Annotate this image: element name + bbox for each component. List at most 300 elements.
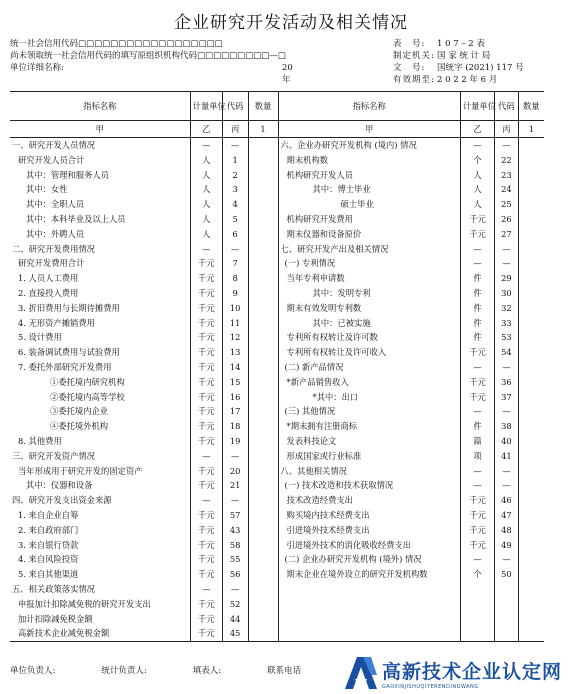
left-item-name: 5. 来自其他渠道 (18, 569, 79, 580)
right-item-name: 引进境外技术的消化吸收经费支出 (278, 538, 460, 553)
col-index-code: 丙 (222, 121, 248, 138)
table-row (10, 523, 544, 538)
left-item-qty[interactable] (248, 493, 278, 508)
right-item-qty[interactable] (518, 523, 544, 538)
left-item-qty[interactable] (248, 464, 278, 479)
col-index-name: 甲 (10, 121, 190, 138)
table-row (10, 508, 544, 523)
left-item-code: 8 (222, 271, 248, 286)
header-qty: 数量 (518, 92, 544, 121)
right-item-qty[interactable] (518, 138, 544, 153)
right-item-code: — (495, 138, 519, 153)
left-item-name: 四、研究开发支出资金来源 (12, 495, 112, 506)
right-item-name: 其中：博士毕业 (278, 182, 460, 197)
left-item-qty[interactable] (248, 523, 278, 538)
left-item-qty[interactable] (248, 301, 278, 316)
left-item-unit: 千元 (190, 597, 222, 612)
report-year: 20 年 (282, 63, 310, 85)
right-item-qty[interactable] (518, 612, 544, 627)
left-item-unit: 千元 (190, 375, 222, 390)
right-item-name: 技术改造经费支出 (278, 493, 460, 508)
left-item-name: ①委托境内研究机构 (50, 376, 125, 387)
left-item-qty[interactable] (248, 552, 278, 567)
left-item-code: 15 (222, 375, 248, 390)
left-item-name: 3. 折旧费用与长期待摊费用 (18, 302, 120, 313)
right-item-unit: 人 (460, 168, 494, 183)
left-item-name: 加计扣除减免税金额 (18, 613, 93, 624)
meta-left (10, 38, 310, 85)
left-item-unit: 千元 (190, 464, 222, 479)
table-row (10, 345, 544, 360)
right-item-code: 41 (495, 449, 519, 464)
left-item-unit: 人 (190, 197, 222, 212)
table-row (10, 316, 544, 331)
left-item-code: — (222, 242, 248, 257)
left-item-name: 其中：仪器和设备 (26, 480, 93, 491)
column-index-row (10, 121, 544, 138)
right-item-name: (二) 企业办研究开发机构 (境外) 情况 (278, 552, 460, 567)
right-item-unit: 项 (460, 449, 494, 464)
left-item-qty[interactable] (248, 449, 278, 464)
right-item-qty[interactable] (518, 567, 544, 582)
table-row (10, 567, 544, 582)
left-item-unit: 千元 (190, 538, 222, 553)
table-row (10, 197, 544, 212)
right-item-qty[interactable] (518, 538, 544, 553)
left-item-qty[interactable] (248, 478, 278, 493)
left-item-code: — (222, 493, 248, 508)
left-item-qty[interactable] (248, 168, 278, 183)
left-item-code: 56 (222, 567, 248, 582)
left-item-code: 45 (222, 626, 248, 641)
left-item-unit: — (190, 449, 222, 464)
left-item-name: 8. 其他费用 (18, 435, 62, 446)
left-item-unit: 千元 (190, 404, 222, 419)
right-item-qty[interactable] (518, 478, 544, 493)
table-row (10, 301, 544, 316)
left-item-code: 57 (222, 508, 248, 523)
left-item-qty[interactable] (248, 197, 278, 212)
right-item-code: — (495, 464, 519, 479)
right-item-qty[interactable] (518, 153, 544, 168)
table-row (10, 360, 544, 375)
left-item-code: — (222, 138, 248, 153)
right-item-qty[interactable] (518, 345, 544, 360)
right-item-name (278, 597, 460, 612)
right-item-qty[interactable] (518, 404, 544, 419)
header-unit: 计量单位 (460, 92, 494, 121)
right-item-qty[interactable] (518, 168, 544, 183)
right-item-name: 其中：已被实施 (278, 316, 460, 331)
watermark-sub: GAOXINJISHUQIYERENDINGWANG (382, 683, 479, 690)
table-row (10, 271, 544, 286)
left-item-code: 1 (222, 153, 248, 168)
right-item-unit: 件 (460, 271, 494, 286)
header-code: 代码 (222, 92, 248, 121)
right-item-unit: 件 (460, 286, 494, 301)
left-item-qty[interactable] (248, 330, 278, 345)
right-item-qty[interactable] (518, 582, 544, 597)
right-item-qty[interactable] (518, 242, 544, 257)
left-item-code: 12 (222, 330, 248, 345)
right-item-code: — (495, 256, 519, 271)
logo-icon (340, 654, 380, 692)
right-item-name: 硕士毕业 (278, 197, 460, 212)
left-item-unit: 人 (190, 182, 222, 197)
left-item-code: 19 (222, 434, 248, 449)
right-item-code: — (495, 478, 519, 493)
right-item-name: 发表科技论文 (278, 434, 460, 449)
header-name: 指标名称 (10, 92, 190, 121)
left-item-code: 52 (222, 597, 248, 612)
right-item-unit: 人 (460, 197, 494, 212)
right-item-unit: 件 (460, 330, 494, 345)
col-index-name: 甲 (278, 121, 460, 138)
left-item-name: ④委托境外机构 (50, 421, 109, 432)
table-row (10, 242, 544, 257)
left-item-name: ③委托境内企业 (50, 406, 109, 417)
left-item-unit: 千元 (190, 478, 222, 493)
col-index-qty: 1 (518, 121, 544, 138)
left-item-code: 21 (222, 478, 248, 493)
right-item-name: *期末拥有注册商标 (278, 419, 460, 434)
right-item-name: 当年专利申请数 (278, 271, 460, 286)
left-item-unit: 千元 (190, 567, 222, 582)
left-item-qty[interactable] (248, 286, 278, 301)
table-row (10, 552, 544, 567)
left-item-name: 三、研究开发资产情况 (12, 450, 95, 461)
table-row (10, 227, 544, 242)
right-item-code: 53 (495, 330, 519, 345)
left-item-unit: 千元 (190, 523, 222, 538)
left-item-unit: — (190, 242, 222, 257)
right-item-code: 22 (495, 153, 519, 168)
left-item-name: 5. 设计费用 (18, 332, 62, 343)
filler-label: 填表人: (192, 666, 222, 676)
left-item-qty[interactable] (248, 404, 278, 419)
right-item-name: (三) 其他情况 (278, 404, 460, 419)
right-item-unit (460, 626, 494, 641)
left-item-name: 其中：女性 (26, 184, 68, 195)
left-item-code: 44 (222, 612, 248, 627)
left-item-unit: — (190, 582, 222, 597)
right-item-code: 29 (495, 271, 519, 286)
right-item-unit: 千元 (460, 493, 494, 508)
left-item-unit: 千元 (190, 256, 222, 271)
meta-value: 国 家 统 计 局 (437, 51, 491, 61)
right-item-code: 40 (495, 434, 519, 449)
right-item-qty[interactable] (518, 449, 544, 464)
right-item-qty[interactable] (518, 375, 544, 390)
left-item-code: 6 (222, 227, 248, 242)
right-item-name: 期末仪器和设备原价 (278, 227, 460, 242)
left-item-code: — (222, 449, 248, 464)
right-item-qty[interactable] (518, 626, 544, 641)
left-item-code: 17 (222, 404, 248, 419)
left-item-qty[interactable] (248, 582, 278, 597)
right-item-unit: 个 (460, 567, 494, 582)
right-item-qty[interactable] (518, 419, 544, 434)
right-item-unit: — (460, 138, 494, 153)
left-item-unit: 千元 (190, 360, 222, 375)
left-item-code: 3 (222, 182, 248, 197)
right-item-name: (二) 新产品情况 (278, 360, 460, 375)
right-item-code: — (495, 552, 519, 567)
left-item-name: 4. 无形资产摊销费用 (18, 317, 95, 328)
org-code-line: 尚未领取统一社会信用代码的填写原组织机构代码□□□□□□□□□—□ (10, 51, 286, 61)
right-item-qty[interactable] (518, 464, 544, 479)
right-item-name: 引进境外技术经费支出 (278, 523, 460, 538)
left-item-qty[interactable] (248, 434, 278, 449)
right-item-code (495, 582, 519, 597)
left-item-qty[interactable] (248, 508, 278, 523)
right-item-unit: — (460, 404, 494, 419)
left-item-qty[interactable] (248, 345, 278, 360)
site-watermark (340, 654, 562, 692)
indicator-table (10, 91, 544, 642)
right-item-name (278, 582, 460, 597)
left-item-name: 其中：外聘人员 (26, 228, 85, 239)
table-row (10, 612, 544, 627)
right-item-qty[interactable] (518, 212, 544, 227)
left-item-qty[interactable] (248, 626, 278, 641)
right-item-qty[interactable] (518, 286, 544, 301)
left-item-qty[interactable] (248, 182, 278, 197)
right-item-code: 23 (495, 168, 519, 183)
right-item-code: — (495, 404, 519, 419)
right-item-code: 25 (495, 197, 519, 212)
right-item-name: 八、其他相关情况 (278, 464, 460, 479)
right-item-unit (460, 597, 494, 612)
right-item-name: 期末机构数 (278, 153, 460, 168)
right-item-unit: — (460, 552, 494, 567)
left-item-name: 其中：本科毕业及以上人员 (26, 213, 126, 224)
right-item-name: 形成国家或行业标准 (278, 449, 460, 464)
left-item-name: 申报加计扣除减免税的研究开发支出 (18, 598, 151, 609)
left-item-qty[interactable] (248, 153, 278, 168)
right-item-code: 32 (495, 301, 519, 316)
right-item-name: *新产品销售收入 (278, 375, 460, 390)
left-item-name: 1. 人员人工费用 (18, 273, 79, 284)
left-item-code: 5 (222, 212, 248, 227)
right-item-qty[interactable] (518, 182, 544, 197)
left-item-unit: 千元 (190, 508, 222, 523)
table-row (10, 419, 544, 434)
meta-value: 1 0 7 – 2 表 (437, 39, 485, 49)
unit-head-label: 单位负责人: (10, 666, 56, 676)
left-item-code: 16 (222, 390, 248, 405)
left-item-name: 2. 来自政府部门 (18, 524, 79, 535)
right-item-code: 49 (495, 538, 519, 553)
table-row (10, 375, 544, 390)
right-item-name: 期末企业在境外设立的研究开发机构数 (278, 567, 460, 582)
right-item-code (495, 597, 519, 612)
right-item-qty[interactable] (518, 271, 544, 286)
right-item-unit: — (460, 464, 494, 479)
right-item-code: 37 (495, 390, 519, 405)
table-row (10, 390, 544, 405)
left-item-code: 7 (222, 256, 248, 271)
table-row (10, 182, 544, 197)
right-item-name: 专利所有权转让及许可收入 (278, 345, 460, 360)
left-item-qty[interactable] (248, 256, 278, 271)
left-item-qty[interactable] (248, 271, 278, 286)
col-index-unit: 乙 (460, 121, 494, 138)
right-item-unit: — (460, 360, 494, 375)
left-item-name: 五、相关政策落实情况 (12, 583, 95, 594)
right-item-name: 六、企业办研究开发机构 (境内) 情况 (278, 138, 460, 153)
table-row (10, 168, 544, 183)
right-item-qty[interactable] (518, 390, 544, 405)
left-item-code: 11 (222, 316, 248, 331)
left-item-name: ②委托境内高等学校 (50, 391, 125, 402)
left-item-unit: 人 (190, 153, 222, 168)
left-item-name: 一、研究开发人员情况 (12, 140, 95, 150)
right-item-unit: 件 (460, 316, 494, 331)
right-item-qty[interactable] (518, 227, 544, 242)
col-index-qty: 1 (248, 121, 278, 138)
left-item-name: 研究开发费用合计 (18, 258, 85, 269)
left-item-qty[interactable] (248, 316, 278, 331)
meta-key: 制定机关: (393, 51, 435, 61)
table-body (10, 121, 544, 642)
right-item-name: (一) 技术改造和技术获取情况 (278, 478, 460, 493)
table-row (10, 597, 544, 612)
right-item-unit: 千元 (460, 523, 494, 538)
right-item-unit: 个 (460, 153, 494, 168)
left-item-code: 14 (222, 360, 248, 375)
left-item-unit: 千元 (190, 301, 222, 316)
right-item-code: 48 (495, 523, 519, 538)
left-item-unit: 人 (190, 227, 222, 242)
left-item-qty[interactable] (248, 375, 278, 390)
table-row (10, 330, 544, 345)
col-index-code: 丙 (495, 121, 519, 138)
phone-label: 联系电话 (267, 666, 302, 676)
table-row (10, 286, 544, 301)
left-item-qty[interactable] (248, 612, 278, 627)
header-code: 代码 (495, 92, 519, 121)
right-item-code: 47 (495, 508, 519, 523)
left-item-unit: 千元 (190, 345, 222, 360)
right-item-code: 30 (495, 286, 519, 301)
left-item-qty[interactable] (248, 419, 278, 434)
left-item-name: 其中：全职人员 (26, 199, 85, 210)
header-name: 指标名称 (278, 92, 460, 121)
left-item-name: 高新技术企业减免税金额 (10, 626, 190, 641)
right-item-name (278, 626, 460, 641)
left-item-qty[interactable] (248, 390, 278, 405)
right-item-code: — (495, 242, 519, 257)
left-item-unit: 千元 (190, 434, 222, 449)
right-item-qty[interactable] (518, 434, 544, 449)
right-item-qty[interactable] (518, 197, 544, 212)
right-item-name (278, 612, 460, 627)
right-item-name: 机构研究开发费用 (278, 212, 460, 227)
meta-key: 有效期至: (393, 75, 435, 85)
left-item-unit: 千元 (190, 419, 222, 434)
right-item-unit: 千元 (460, 375, 494, 390)
right-item-unit: — (460, 478, 494, 493)
right-item-qty[interactable] (518, 597, 544, 612)
left-item-name: 7. 委托外部研究开发费用 (18, 361, 112, 372)
right-item-unit: 千元 (460, 345, 494, 360)
right-item-qty[interactable] (518, 301, 544, 316)
left-item-unit: 人 (190, 168, 222, 183)
left-item-code: 58 (222, 538, 248, 553)
right-item-name: *其中：出口 (278, 390, 460, 405)
right-item-code (495, 626, 519, 641)
watermark-main: 高新技术企业认定网 (382, 660, 563, 683)
table-row (10, 449, 544, 464)
right-item-unit: 件 (460, 301, 494, 316)
left-item-unit: 千元 (190, 390, 222, 405)
right-item-name: 专利所有权转让及许可数 (278, 330, 460, 345)
right-item-code (495, 612, 519, 627)
left-item-name: 4. 来自风险投资 (18, 554, 79, 565)
meta-key: 表 号: (393, 39, 426, 49)
left-item-code: 55 (222, 552, 248, 567)
right-item-unit: 千元 (460, 212, 494, 227)
col-index-unit: 乙 (190, 121, 222, 138)
right-item-qty[interactable] (518, 316, 544, 331)
right-item-qty[interactable] (518, 256, 544, 271)
right-item-qty[interactable] (518, 552, 544, 567)
left-item-qty[interactable] (248, 212, 278, 227)
unit-name-label: 单位详细名称: (10, 63, 64, 73)
meta-right (393, 38, 524, 86)
right-item-code: 33 (495, 316, 519, 331)
left-item-qty[interactable] (248, 538, 278, 553)
right-item-name: 购买境内技术经费支出 (278, 508, 460, 523)
right-item-qty[interactable] (518, 508, 544, 523)
left-item-qty[interactable] (248, 242, 278, 257)
table-row (10, 153, 544, 168)
right-item-code: 36 (495, 375, 519, 390)
left-item-qty[interactable] (248, 138, 278, 153)
left-item-unit: 千元 (190, 330, 222, 345)
left-item-qty[interactable] (248, 360, 278, 375)
right-item-qty[interactable] (518, 330, 544, 345)
table-row (10, 464, 544, 479)
right-item-code: 46 (495, 493, 519, 508)
right-item-qty[interactable] (518, 493, 544, 508)
right-item-code: 38 (495, 419, 519, 434)
right-item-unit (460, 612, 494, 627)
left-item-unit: 人 (190, 212, 222, 227)
right-item-name: 机构研究开发人员 (278, 168, 460, 183)
table-row (10, 404, 544, 419)
right-item-qty[interactable] (518, 360, 544, 375)
left-item-qty[interactable] (248, 227, 278, 242)
left-item-unit: — (190, 493, 222, 508)
left-item-unit: — (190, 138, 222, 153)
table-row (10, 434, 544, 449)
left-item-qty[interactable] (248, 597, 278, 612)
right-item-code: 27 (495, 227, 519, 242)
table-row (10, 212, 544, 227)
left-item-name: 1. 来自企业自筹 (18, 509, 79, 520)
right-item-unit: 篇 (460, 434, 494, 449)
meta-value: 2 0 2 2 年 6 月 (437, 75, 498, 85)
header-qty: 数量 (248, 92, 278, 121)
left-item-code: 18 (222, 419, 248, 434)
right-item-unit: 千元 (460, 538, 494, 553)
right-item-unit: 千元 (460, 508, 494, 523)
left-item-code: 9 (222, 286, 248, 301)
right-item-name: 期末有效发明专利数 (278, 301, 460, 316)
left-item-qty[interactable] (248, 567, 278, 582)
